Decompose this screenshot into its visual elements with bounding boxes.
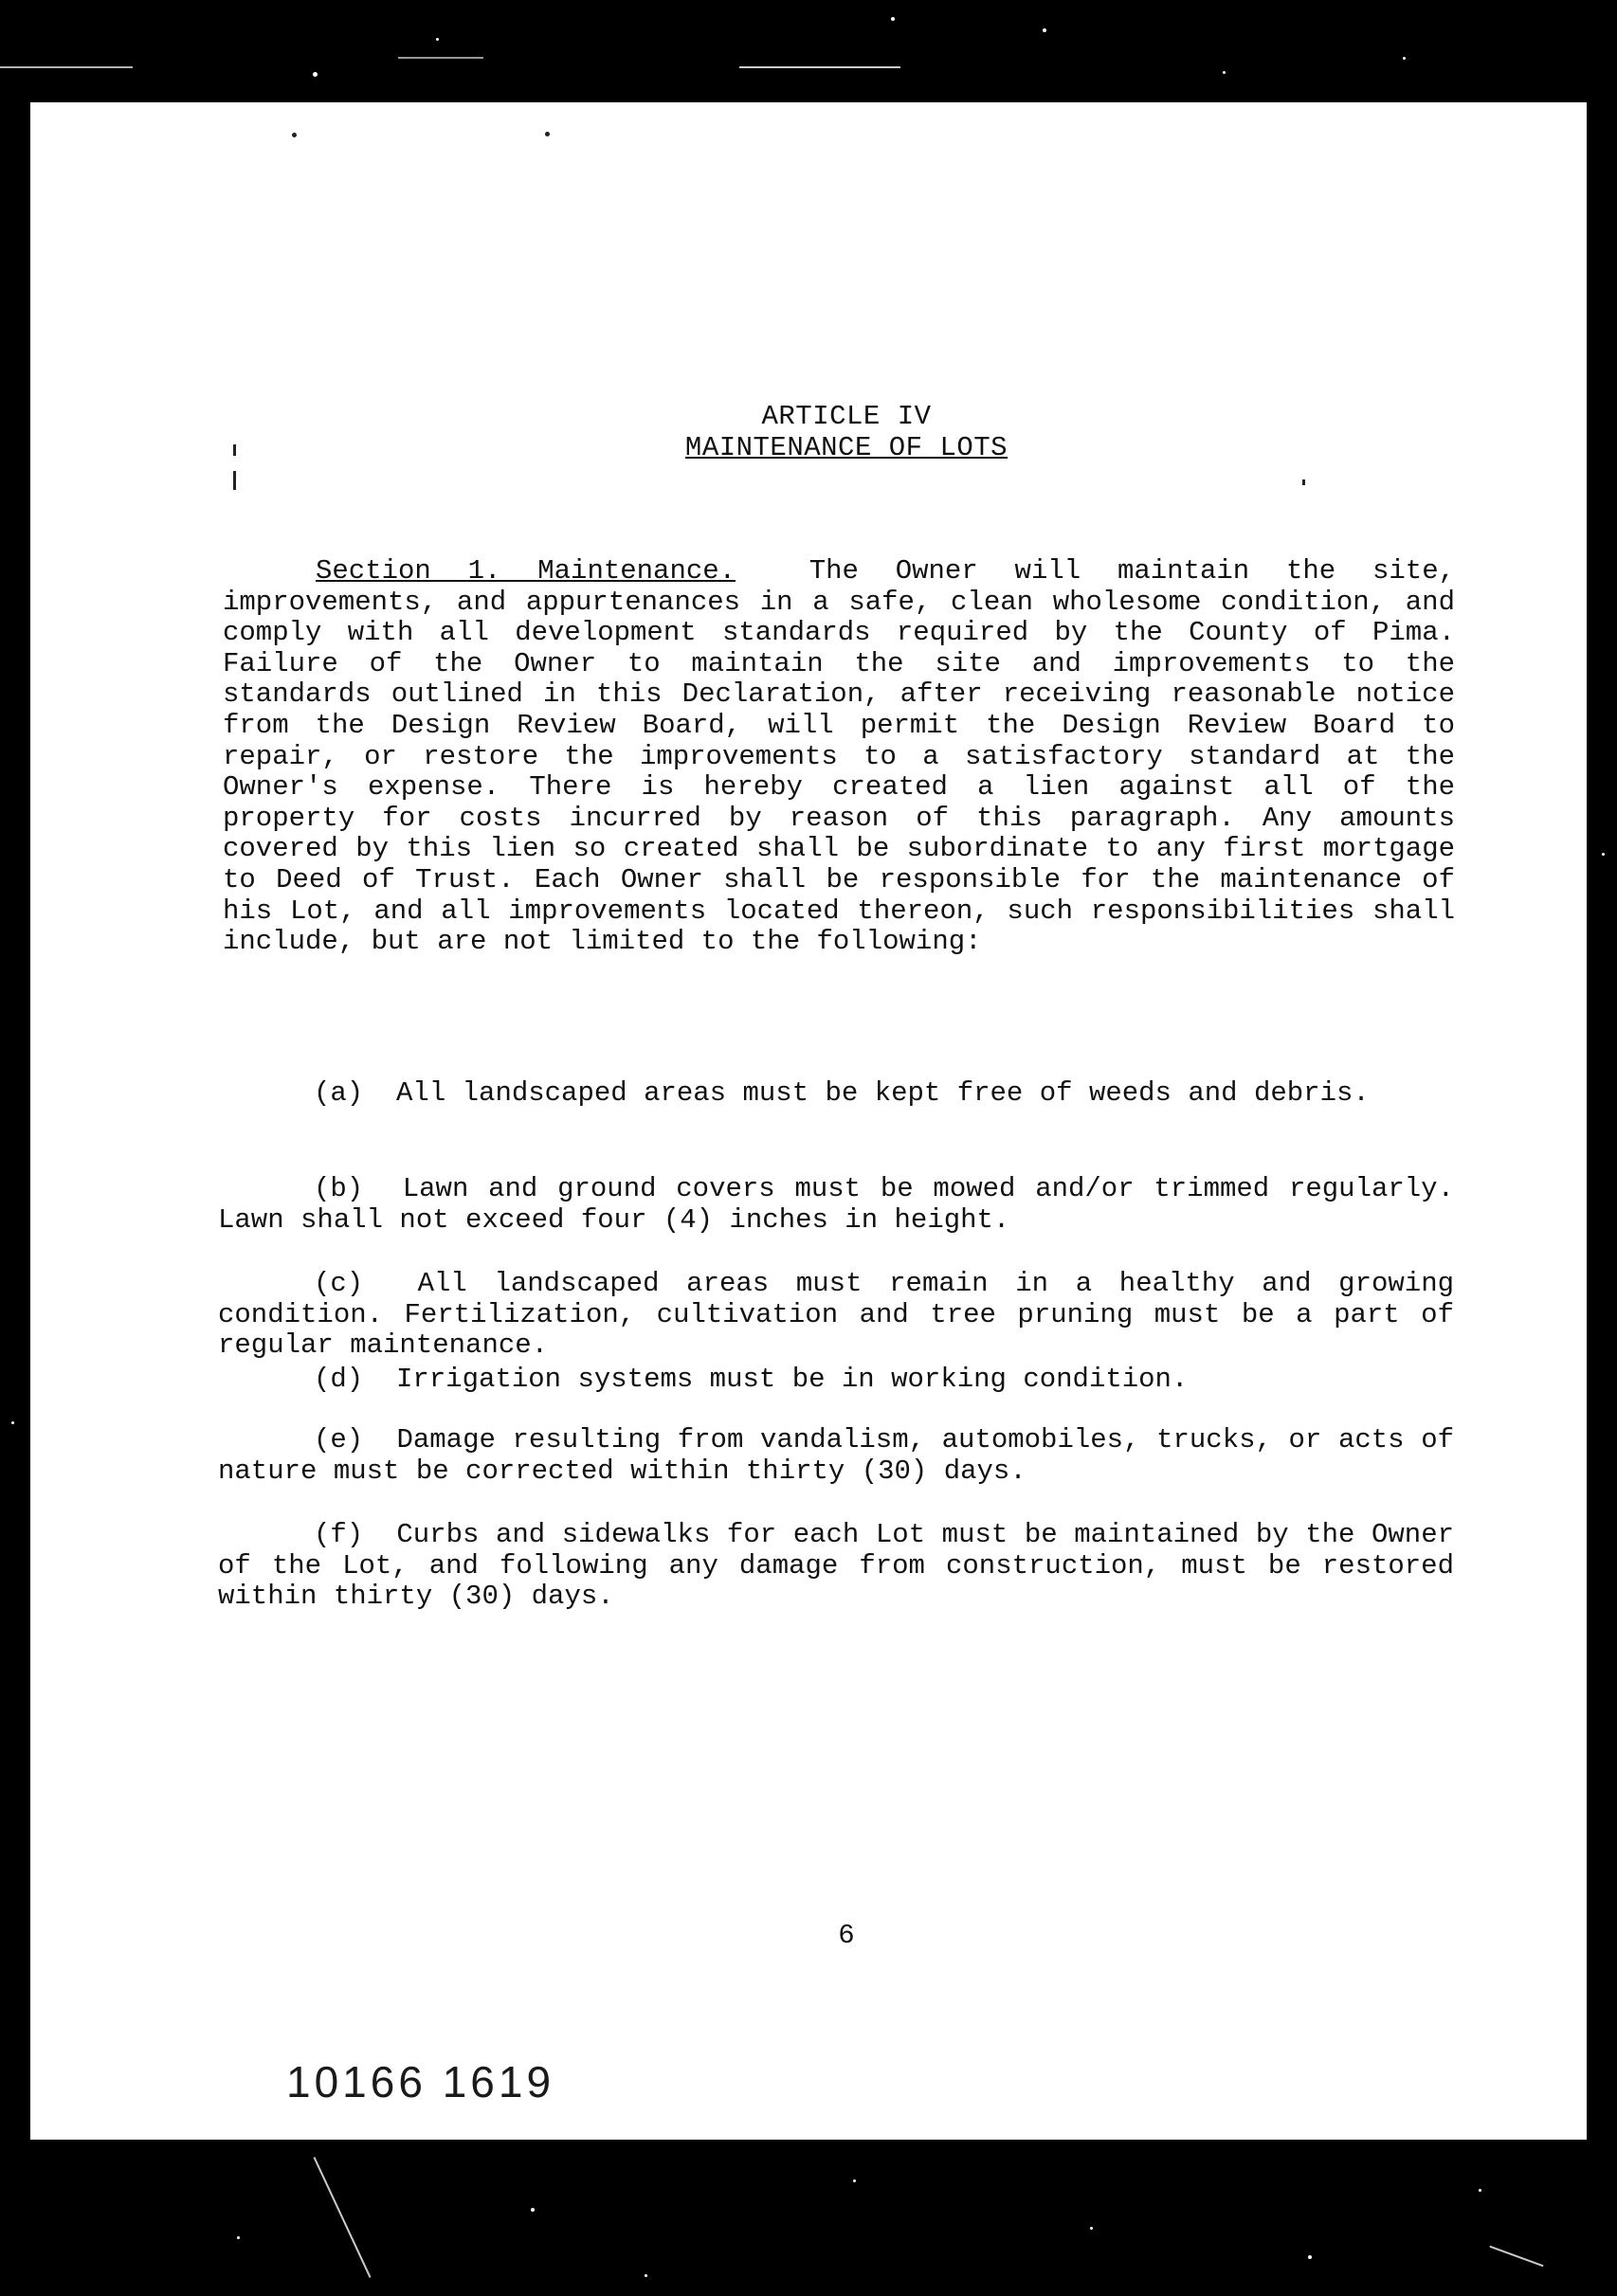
scan-speck bbox=[1403, 57, 1406, 60]
item-text: Irrigation systems must be in working condition. bbox=[396, 1364, 1189, 1395]
scan-speck bbox=[1602, 853, 1605, 856]
scan-speck bbox=[436, 38, 439, 41]
item-marker: (c) bbox=[314, 1268, 364, 1299]
article-number: ARTICLE IV bbox=[761, 401, 932, 432]
item-marker: (d) bbox=[314, 1364, 364, 1395]
item-marker: (b) bbox=[314, 1173, 364, 1204]
scan-speck bbox=[531, 2208, 535, 2212]
scan-streak bbox=[1489, 2246, 1543, 2267]
list-item bbox=[218, 1520, 1454, 1613]
page-number: 6 bbox=[838, 1920, 855, 1951]
item-marker: (a) bbox=[314, 1077, 364, 1109]
page-speck bbox=[1302, 479, 1305, 485]
scan-streak bbox=[0, 66, 133, 68]
margin-tick bbox=[233, 471, 236, 490]
item-text: All landscaped areas must remain in a healthy and growing condition. Fertilization, cultivation and tree pruning must be a part of regular maintenance. bbox=[218, 1268, 1454, 1361]
item-text: Curbs and sidewalks for each Lot must be maintained by the Owner of the Lot, and following any damage from construction, must be restored within thirty (30) days. bbox=[218, 1519, 1455, 1612]
section-1-paragraph bbox=[223, 556, 1455, 958]
list-item bbox=[218, 1174, 1454, 1236]
list-item bbox=[218, 1269, 1454, 1362]
section-text: The Owner will maintain the site, improvements, and appurtenances in a safe, clean wholesome condition, and comply with all development standards required by the County of Pima. Failure of the Owner to maintain the site and improvements to the standards outlined in this Declaration, after receiving reasonable notice from the Design Review Board, will permit the Design Review Board to repair, or restore the improvements to a satisfactory standard at the Owner's expense. There is hereby created a lien against all of the property for costs incurred by reason of this paragraph. Any amounts covered by this lien so created shall be subordinate to any first mortgage to Deed of Trust. Each Owner shall be responsible for the maintenance of his Lot, and all improvements located thereon, such responsibilities shall include, but are not limited to the following: bbox=[223, 555, 1456, 958]
item-marker: (f) bbox=[314, 1519, 364, 1550]
article-title: MAINTENANCE OF LOTS bbox=[684, 432, 1008, 463]
document-page bbox=[30, 102, 1587, 2140]
scan-speck bbox=[891, 17, 895, 21]
page-speck bbox=[545, 132, 550, 136]
scan-speck bbox=[645, 2274, 647, 2277]
scan-speck bbox=[853, 2179, 856, 2182]
item-text: Lawn and ground covers must be mowed and/or trimmed regularly. Lawn shall not exceed four (4) inches in height. bbox=[218, 1173, 1454, 1236]
item-text: Damage resulting from vandalism, automobiles, trucks, or acts of nature must be corrected within thirty (30) days. bbox=[218, 1424, 1454, 1487]
list-item bbox=[218, 1425, 1454, 1487]
scan-speck bbox=[1043, 28, 1046, 32]
scan-speck bbox=[313, 72, 318, 77]
scan-speck bbox=[1223, 71, 1226, 74]
list-item bbox=[218, 1365, 1454, 1396]
scan-speck bbox=[1479, 2189, 1481, 2192]
scan-streak bbox=[739, 66, 900, 68]
item-text: All landscaped areas must be kept free of weeds and debris. bbox=[396, 1077, 1370, 1109]
section-label: Section 1. Maintenance. bbox=[316, 555, 736, 587]
page-speck bbox=[292, 133, 297, 137]
scan-speck bbox=[11, 1421, 14, 1424]
scan-streak bbox=[314, 2157, 372, 2278]
item-marker: (e) bbox=[314, 1424, 364, 1455]
scan-speck bbox=[1308, 2255, 1312, 2259]
list-item bbox=[218, 1078, 1454, 1110]
scan-speck bbox=[1090, 2227, 1093, 2230]
scan-streak bbox=[398, 57, 483, 59]
record-number-stamp: 10166 1619 bbox=[286, 2057, 555, 2106]
scan-speck bbox=[237, 2236, 240, 2239]
